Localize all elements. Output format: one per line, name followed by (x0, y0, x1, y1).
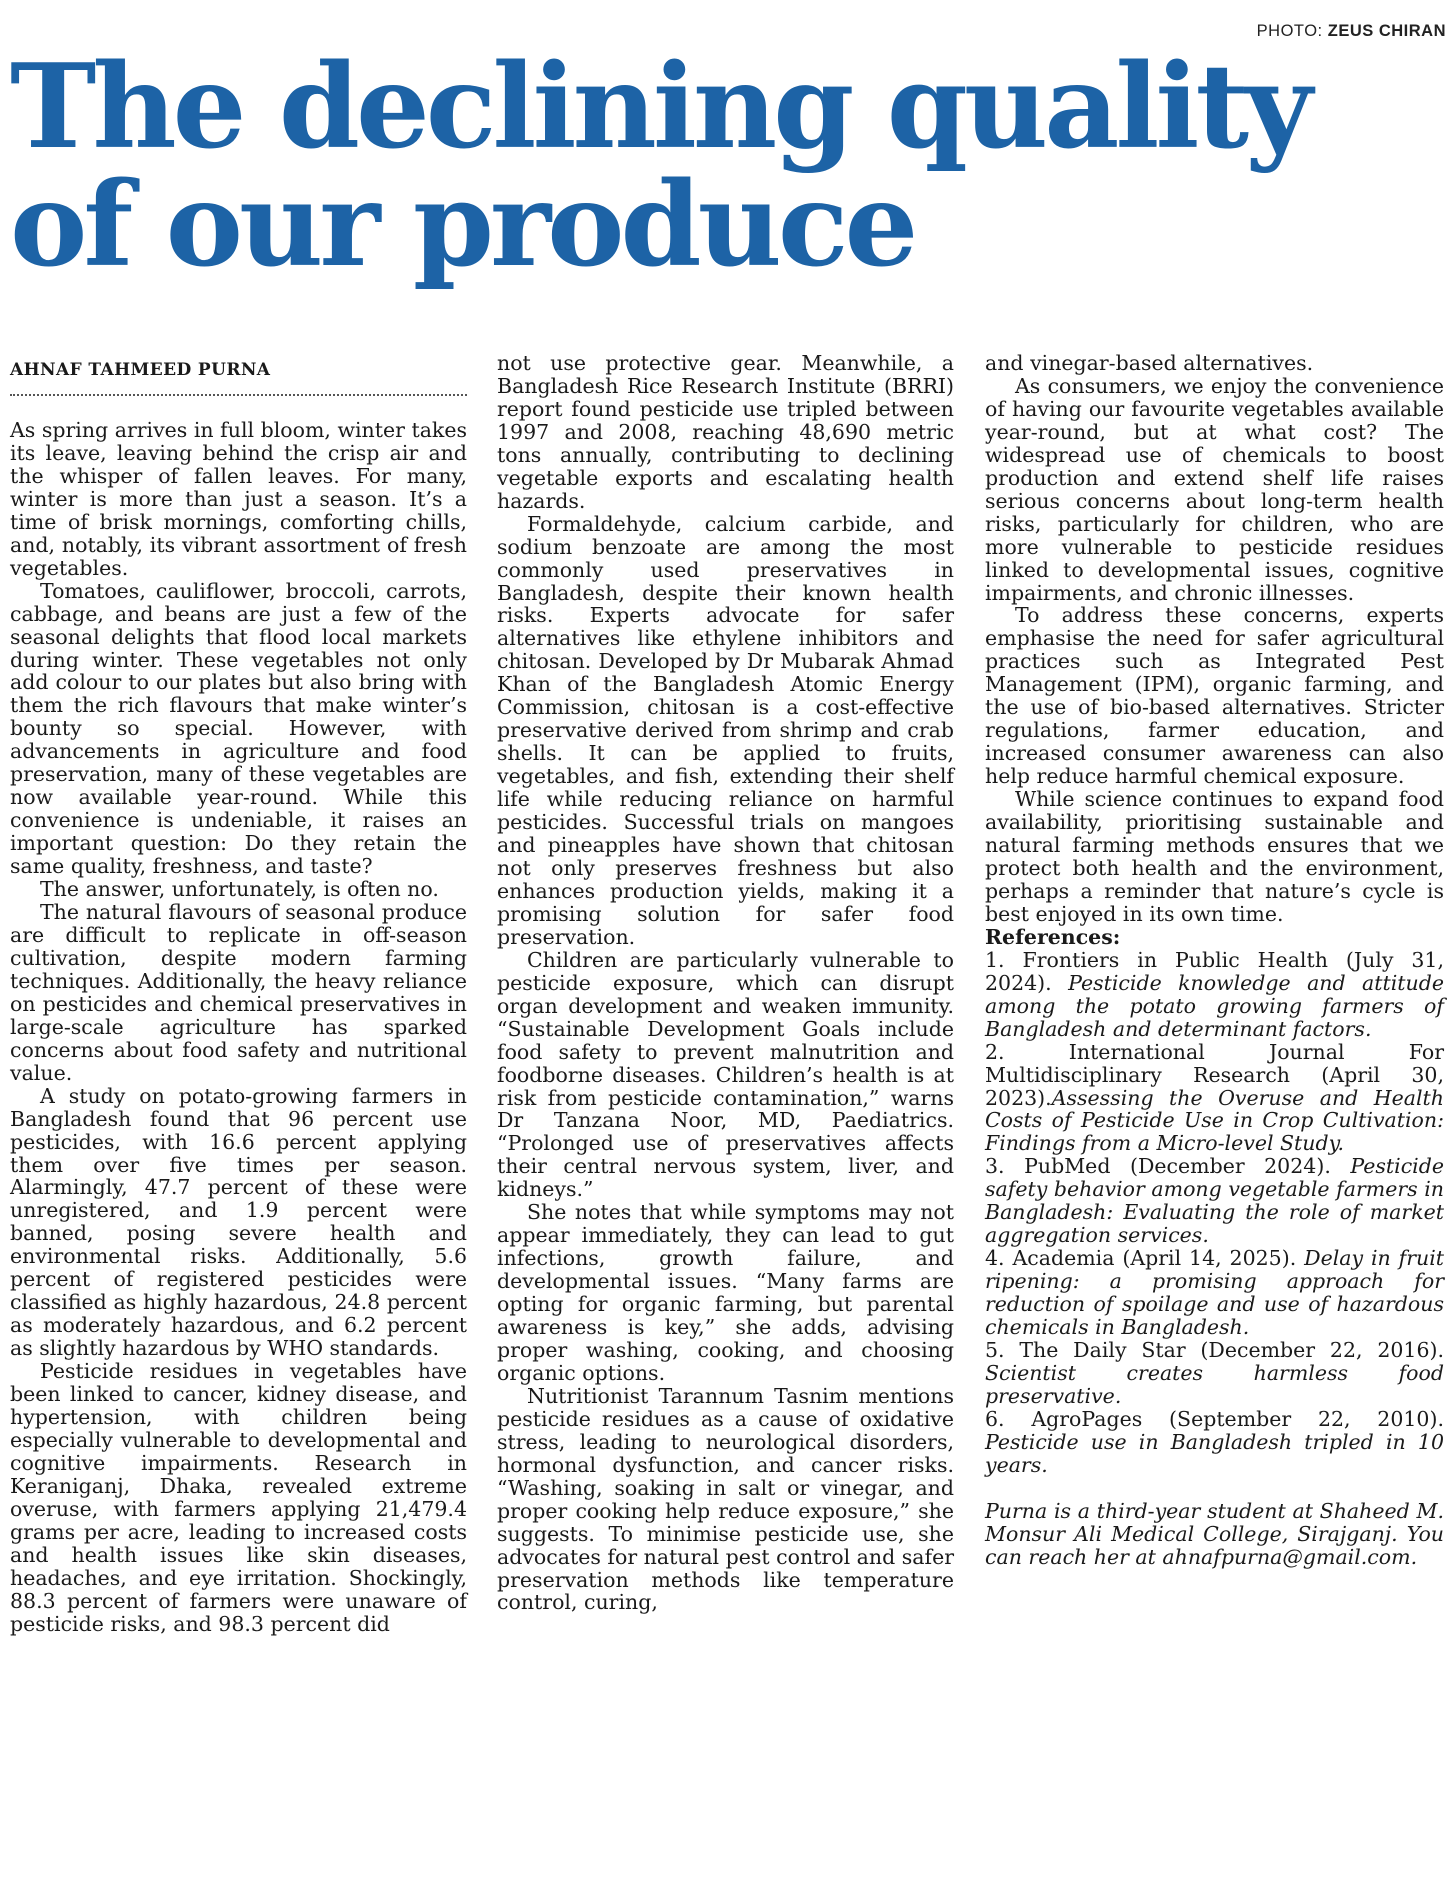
reference-item (985, 1247, 1444, 1339)
body-paragraph: The answer, unfortunately, is often no. (40, 877, 439, 902)
reference-item (985, 1041, 1444, 1156)
reference-item (985, 1408, 1444, 1477)
byline: AHNAF TAHMEED PURNA (10, 360, 467, 396)
reference-source: 2. International Journal For Multidisciplinary Research (April 30, 2023). (985, 1039, 1444, 1110)
body-paragraph: While science continues to expand food availability, prioritising sustainable and natural farming methods ensures that we protect both health and the environment, perhaps a reminder that nature’s cycle is best enjoyed in its own time. (985, 787, 1444, 926)
reference-source: 5. The Daily Star (December 22, 2016). (985, 1337, 1444, 1362)
reference-title: Pesticide safety behavior among vegetable farmers in Bangladesh: Evaluating the role of market aggregation services. (985, 1154, 1444, 1248)
body-paragraph: and vinegar-based alternatives. (985, 351, 1314, 375)
body-paragraph: To address these concerns, experts emphasise the need for safer agricultural practices such as Integrated Pest Management (IPM), organic farming, and the use of bio-based alternatives. Stricter regulations, farmer education, and increased consumer awareness can also help reduce harmful chemical exposure. (985, 603, 1444, 789)
body-paragraph: The natural flavours of seasonal produce are difficult to replicate in off-season cultivation, despite modern farming techniques. Additionally, the heavy reliance on pesticides and chemical preservatives in large-scale agriculture has sparked concerns about food safety and nutritional value. (10, 900, 467, 1085)
reference-source: 6. AgroPages (September 22, 2010). (985, 1406, 1444, 1431)
body-paragraph: not use protective gear. Meanwhile, a Bangladesh Rice Research Institute (BRRI) report found pesticide use tripled between 1997 and 2008, reaching 48,690 metric tons annually, contributing to declining vegetable exports and escalating health hazards. (497, 351, 954, 513)
photo-credit-name: ZEUS CHIRAN (1327, 22, 1446, 40)
article-column-3 (985, 352, 1444, 1569)
reference-source: 1. Frontiers in Public Health (July 31, 2024). (985, 947, 1444, 995)
references-heading: References: (985, 924, 1121, 949)
article-column-2 (497, 352, 954, 1614)
body-paragraph: Formaldehyde, calcium carbide, and sodium benzoate are among the most commonly used preservatives in Bangladesh, despite their known health risks. Experts advocate for safer alternatives like ethylene inhibitors and chitosan. Developed by Dr Mubarak Ahmad Khan of the Bangladesh Atomic Energy Commission, chitosan is a cost-effective preservative derived from shrimp and crab shells. It can be applied to fruits, vegetables, and fish, extending their shelf life while reducing reliance on harmful pesticides. Successful trials on mangoes and pineapples have shown that chitosan not only preserves freshness but also enhances production yields, making it a promising solution for safer food preservation. (497, 511, 954, 949)
reference-title: Scientist creates harmless food preservative. (985, 1360, 1444, 1408)
reference-title: Pesticide use in Bangladesh tripled in 10 years. (985, 1429, 1444, 1477)
body-paragraph: As consumers, we enjoy the convenience of having our favourite vegetables available year-round, but at what cost? The widespread use of chemicals to boost production and extend shelf life raises serious concerns about long-term health risks, particularly for children, who are more vulnerable to pesticide residues linked to developmental issues, cognitive impairments, and chronic illnesses. (985, 373, 1444, 605)
article-column-1 (10, 419, 467, 1636)
reference-item (985, 1339, 1444, 1408)
body-paragraph: Tomatoes, cauliflower, broccoli, carrots, cabbage, and beans are just a few of the seasonal delights that flood local markets during winter. These vegetables not only add colour to our plates but also bring with them the rich flavours that make winter’s bounty so special. However, with advancements in agriculture and food preservation, many of these vegetables are now available year-round. While this convenience is undeniable, it raises an important question: Do they retain the same quality, freshness, and taste? (10, 578, 467, 879)
body-paragraph: As spring arrives in full bloom, winter takes its leave, leaving behind the crisp air and the whisper of fallen leaves. For many, winter is more than just a season. It’s a time of brisk mornings, comforting chills, and, notably, its vibrant assortment of fresh vegetables. (10, 418, 467, 580)
reference-title: Delay in fruit ripening: a promising approach for reduction of spoilage and use of hazardous chemicals in Bangladesh. (985, 1246, 1444, 1340)
photo-credit-label: PHOTO: (1256, 22, 1323, 40)
body-paragraph: A study on potato-growing farmers in Bangladesh found that 96 percent use pesticides, with 16.6 percent applying them over five times per season. Alarmingly, 47.7 percent of these were unregistered, and 1.9 percent were banned, posing severe health and environmental risks. Additionally, 5.6 percent of registered pesticides were classified as highly hazardous, 24.8 percent as moderately hazardous, and 6.2 percent as slightly hazardous by WHO standards. (10, 1083, 467, 1361)
reference-item (985, 1155, 1444, 1247)
body-paragraph: She notes that while symptoms may not appear immediately, they can lead to gut infections, growth failure, and developmental issues. “Many farms are opting for organic farming, but parental awareness is key,” she adds, advising proper washing, cooking, and choosing organic options. (497, 1200, 954, 1385)
reference-source: 4. Academia (April 14, 2025). (985, 1246, 1297, 1271)
body-paragraph: Children are particularly vulnerable to pesticide exposure, which can disrupt organ development and weaken immunity. “Sustainable Development Goals include food safety to prevent malnutrition and foodborne diseases. Children’s health is at risk from pesticide contamination,” warns Dr Tanzana Noor, MD, Paediatrics. “Prolonged use of preservatives affects their central nervous system, liver, and kidneys.” (497, 947, 954, 1202)
body-paragraph: Nutritionist Tarannum Tasnim mentions pesticide residues as a cause of oxidative stress, leading to neurological disorders, hormonal dysfunction, and cancer risks. “Washing, soaking in salt or vinegar, and proper cooking help reduce exposure,” she suggests. To minimise pesticide use, she advocates for natural pest control and safer preservation methods like temperature control, curing, (497, 1383, 954, 1615)
reference-source: 3. PubMed (December 2024). (985, 1154, 1331, 1179)
reference-title: Assessing the Overuse and Health Costs of Pesticide Use in Crop Cultivation: Findings from a Micro-level Study. (985, 1085, 1444, 1156)
reference-title: Pesticide knowledge and attitude among the potato growing farmers of Bangladesh and determinant factors. (985, 970, 1444, 1041)
headline: The declining quality of our produce (10, 39, 1309, 293)
body-paragraph: Pesticide residues in vegetables have been linked to cancer, kidney disease, and hypertension, with children being especially vulnerable to developmental and cognitive impairments. Research in Keraniganj, Dhaka, revealed extreme overuse, with farmers applying 21,479.4 grams per acre, leading to increased costs and health issues like skin diseases, headaches, and eye irritation. Shockingly, 88.3 percent of farmers were unaware of pesticide risks, and 98.3 percent did (10, 1359, 467, 1636)
author-bio: Purna is a third-year student at Shaheed M. Monsur Ali Medical College, Sirajganj. You can reach her at ahnafpurna@gmail.com. (985, 1498, 1444, 1569)
reference-item (985, 949, 1444, 1041)
